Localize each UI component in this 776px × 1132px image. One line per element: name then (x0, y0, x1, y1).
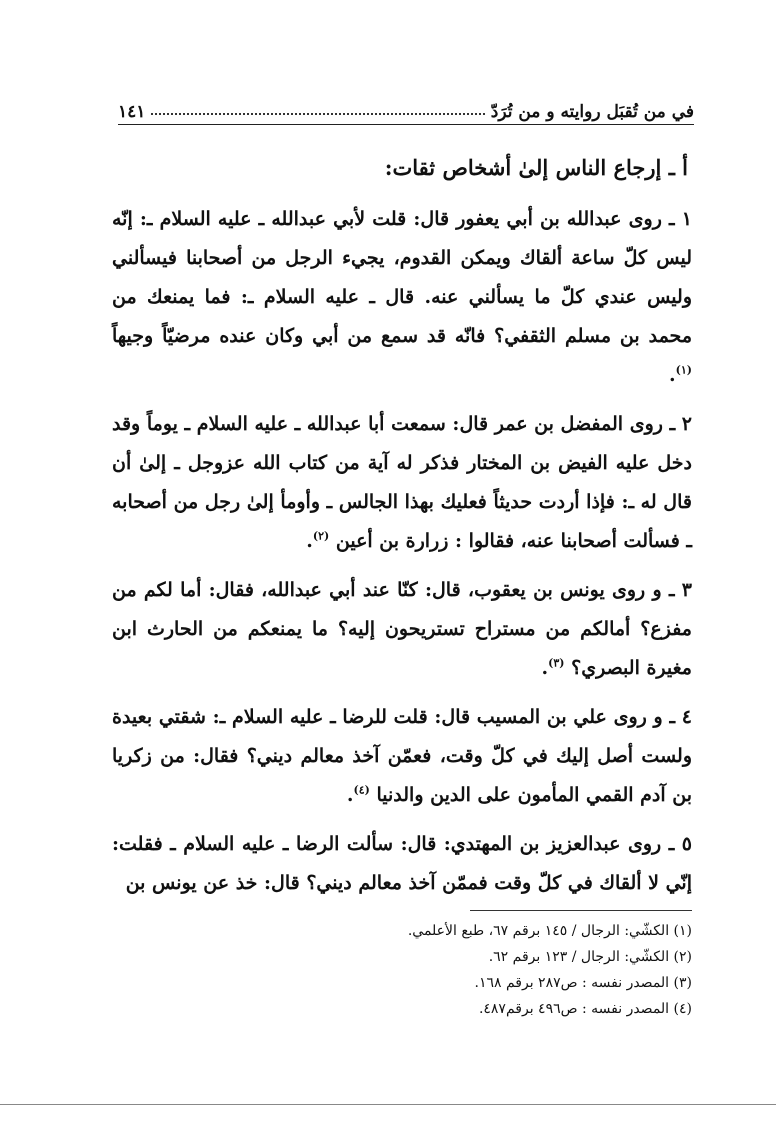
paragraph-end: . (306, 530, 313, 552)
running-header (118, 92, 694, 122)
main-text (112, 150, 692, 913)
paragraph-end: . (541, 657, 549, 679)
footnote-1: (١) الكشّي: الرجال / ١٤٥ برقم ٦٧، طبع الأعلمي. (407, 923, 692, 939)
paragraph-text: و روى علي بن المسيب قال: قلت للرضا ـ عليه السلام ـ: شقتي بعيدة ولست أصل إليك في كلّ وقت، فعمّن آخذ معالم ديني؟ فقال: من زكريا بن آدم القمي المأمون على الدين والدنيا (112, 706, 692, 806)
footnote-4: (٤) المصدر نفسه : ص٤٩٦ برقم٤٨٧. (478, 1001, 692, 1017)
footnote-ref: (١) (675, 363, 692, 377)
footnote-rule (470, 910, 692, 911)
paragraph-text: روى عبدالعزيز بن المهتدي: قال: سألت الرضا ـ عليه السلام ـ فقلت: إنّي لا ألقاك في كلّ وقت فممّن آخذ معالم ديني؟ قال: خذ عن يونس بن (112, 833, 692, 894)
footnotes (112, 918, 692, 1022)
scan-edge-line (0, 1104, 776, 1105)
section-heading: أ ـ إرجاع الناس إلىٰ أشخاص ثقات: (384, 155, 688, 180)
paragraph-text: روى عبدالله بن أبي يعفور قال: قلت لأبي عبدالله ـ عليه السلام ـ: إنّه ليس كلّ ساعة ألقاك ويمكن القدوم، يجيء الرجل من أصحابنا فيسألني وليس عندي كلّ ما يسألني عنه. قال ـ عليه السلام ـ: فما يمنعك من محمد بن مسلم الثقفي؟ فانّه قد سمع من أبي وكان عنده مرضيّاً وجيهاً (112, 208, 692, 347)
paragraph-2 (112, 405, 692, 561)
footnote-3: (٣) المصدر نفسه : ص٢٨٧ برقم ١٦٨. (474, 975, 692, 991)
footnote-ref: (٢) (312, 529, 330, 543)
paragraph-number: ٥ ـ (668, 833, 692, 855)
paragraph-number: ١ ـ (669, 208, 692, 230)
paragraph-end: . (669, 364, 676, 386)
footnote-ref: (٣) (548, 656, 565, 670)
running-title: في من تُقبَل روايته و من تُرَدّ (490, 102, 694, 122)
paragraph-number: ٣ ـ (668, 579, 693, 601)
paragraph-1 (112, 200, 692, 395)
paragraph-number: ٤ ـ (669, 706, 692, 728)
footnote-2: (٢) الكشّي: الرجال / ١٢٣ برقم ٦٢. (488, 949, 692, 965)
footnote-ref: (٤) (353, 783, 370, 797)
paragraph-text: روى المفضل بن عمر قال: سمعت أبا عبدالله ـ عليه السلام ـ يوماً وقد دخل عليه الفيض بن المختار فذكر له آية من كتاب الله عزوجل ـ إلىٰ أن قال له ـ: فإذا أردت حديثاً فعليك بهذا الجالس ـ وأومأ إلىٰ رجل من أصحابه ـ فسألت أصحابنا عنه، فقالوا : زرارة بن أعين (112, 413, 692, 552)
paragraph-3 (112, 571, 692, 688)
paragraph-5 (112, 825, 692, 903)
leader-dots (151, 113, 484, 115)
paragraph-number: ٢ ـ (669, 413, 692, 435)
page-number: ١٤١ (118, 102, 146, 122)
header-rule (118, 124, 694, 125)
paragraph-text: و روى يونس بن يعقوب، قال: كنّا عند أبي عبدالله، فقال: أما لكم من مفزع؟ أمالكم من مستراح تستريحون إليه؟ ما يمنعكم من الحارث ابن مغيرة البصري؟ (112, 579, 692, 679)
paragraph-end: . (346, 784, 354, 806)
paragraph-4 (112, 698, 692, 815)
